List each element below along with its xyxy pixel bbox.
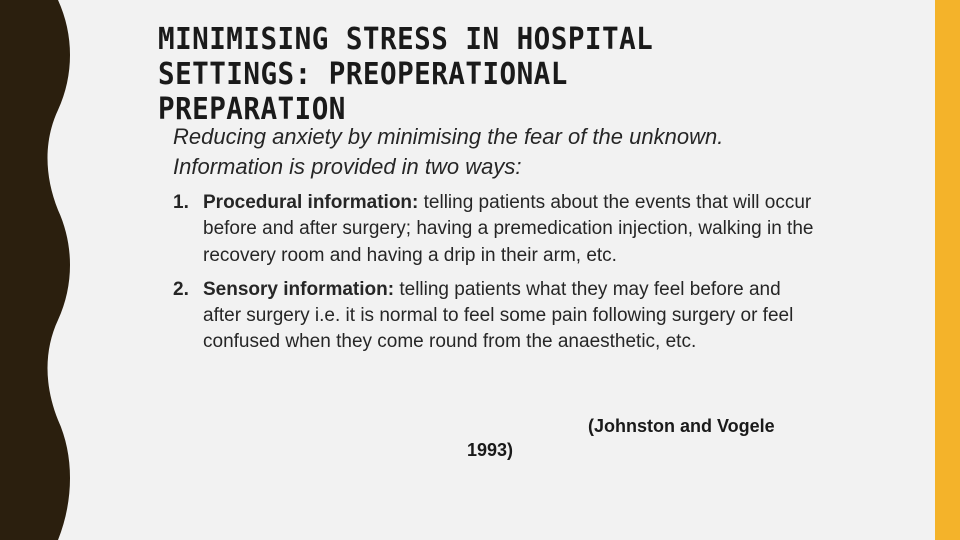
wavy-band-shape <box>0 0 70 540</box>
accent-bar <box>935 0 960 540</box>
citation-year: 1993) <box>467 440 514 460</box>
list-item-text: telling patients what they may feel before and after surgery i.e. it is normal to feel some pain following surgery or feel confused when they come round from the anaesthetic, etc. <box>203 278 794 353</box>
list-item-number: 1. <box>173 192 189 213</box>
list-item-number: 2. <box>173 278 189 300</box>
list-item <box>173 190 823 269</box>
citation-authors: (Johnston and Vogele <box>588 416 775 436</box>
slide-title: MINIMISING STRESS IN HOSPITAL SETTINGS: PREOPERATIONAL PREPARATION <box>158 22 654 127</box>
list-item <box>173 277 823 356</box>
decorative-wavy-band <box>0 0 80 540</box>
list-item-heading: Procedural information: <box>203 192 419 213</box>
info-list <box>173 190 823 364</box>
list-item-heading: Sensory information: <box>203 278 395 300</box>
list-item-text: telling patients about the events that will occur before and after surgery; having a premedication injection, walking in the recovery room and having a drip in their arm, etc. <box>203 192 814 266</box>
intro-text: Reducing anxiety by minimising the fear of the unknown. Information is provided in two ways: <box>173 124 724 179</box>
